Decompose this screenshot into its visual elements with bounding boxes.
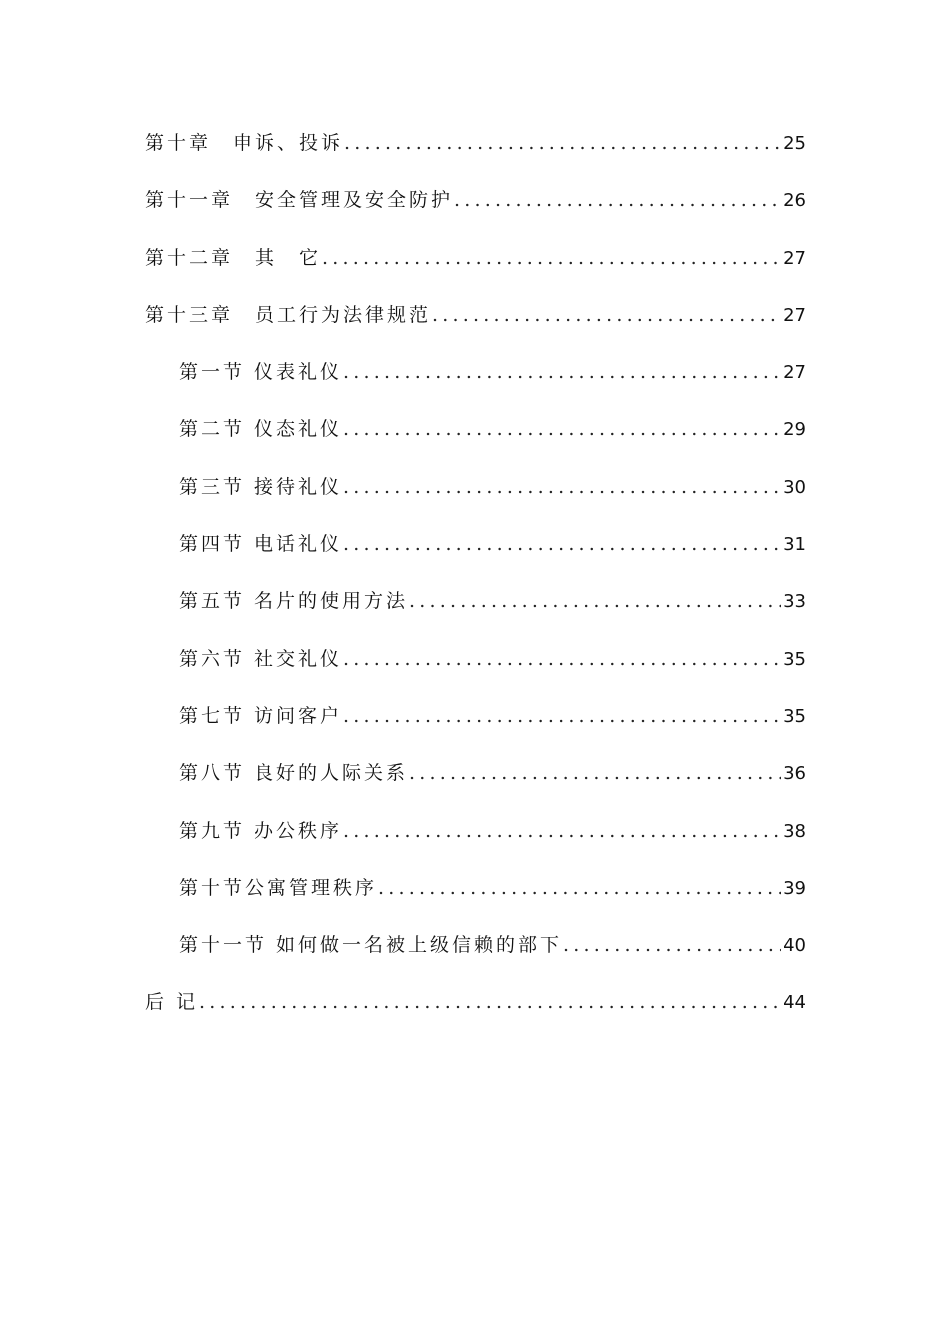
toc-subentry[interactable] — [145, 644, 806, 701]
toc-entry-page: 30 — [783, 476, 806, 498]
toc-dot-leader — [378, 877, 781, 899]
toc-entry-label: 第五节 名片的使用方法 — [179, 590, 409, 613]
toc-entry-label: 第四节 电话礼仪 — [179, 533, 343, 556]
toc-entry-page: 25 — [783, 133, 806, 154]
toc-entry-page: 44 — [783, 992, 806, 1014]
toc-entry-label: 第八节 良好的人际关系 — [179, 762, 409, 785]
toc-entry-label: 第九节 办公秩序 — [179, 819, 343, 842]
toc-subentry[interactable] — [145, 930, 806, 987]
toc-dot-leader — [343, 361, 781, 383]
toc-entry[interactable] — [145, 243, 806, 300]
toc-subentry[interactable] — [145, 472, 806, 529]
toc-dot-leader — [409, 762, 781, 784]
toc-entry-page: 29 — [783, 419, 806, 441]
toc-entry-label: 第十三章 员工行为法律规范 — [145, 303, 432, 326]
toc-entry-label: 第三节 接待礼仪 — [179, 475, 343, 498]
toc-entry[interactable] — [145, 185, 806, 242]
toc-dot-leader — [343, 418, 781, 440]
toc-dot-leader — [432, 304, 781, 326]
toc-entry-page: 38 — [783, 820, 806, 842]
toc-entry-label: 第二节 仪态礼仪 — [179, 418, 343, 441]
toc-subentry[interactable] — [145, 816, 806, 873]
toc-subentry[interactable] — [145, 701, 806, 758]
toc-dot-leader — [343, 533, 781, 555]
toc-dot-leader — [563, 934, 781, 956]
toc-entry-page: 40 — [783, 935, 806, 957]
toc-entry-label: 第六节 社交礼仪 — [179, 647, 343, 670]
toc-entry-page: 39 — [783, 877, 806, 899]
toc-dot-leader — [409, 590, 781, 612]
toc-entry[interactable] — [145, 987, 806, 1044]
toc-entry-page: 27 — [783, 247, 806, 269]
toc-entry-label: 第十二章 其 它 — [145, 246, 322, 269]
toc-dot-leader — [343, 705, 781, 727]
toc-subentry[interactable] — [145, 414, 806, 471]
toc-entry-page: 36 — [783, 763, 806, 785]
toc-entry-page: 35 — [783, 705, 806, 727]
toc-dot-leader — [343, 476, 781, 498]
toc-subentry[interactable] — [145, 529, 806, 586]
toc-dot-leader — [454, 189, 781, 211]
toc-entry-page: 27 — [783, 362, 806, 384]
toc-dot-leader — [199, 991, 781, 1013]
toc-entry-page: 26 — [783, 190, 806, 212]
toc-entry-page: 27 — [783, 304, 806, 326]
toc-entry[interactable] — [145, 300, 806, 357]
toc-subentry[interactable] — [145, 586, 806, 643]
toc-entry-label: 第十一章 安全管理及安全防护 — [145, 189, 454, 212]
toc-entry[interactable] — [145, 128, 806, 185]
toc-dot-leader — [343, 820, 781, 842]
toc-entry-label: 第十章 申诉、投诉 — [145, 132, 344, 154]
toc-entry-label: 第十节公寓管理秩序 — [179, 876, 378, 899]
toc-dot-leader — [322, 247, 781, 269]
toc-subentry[interactable] — [145, 758, 806, 815]
table-of-contents — [145, 128, 806, 1045]
toc-subentry[interactable] — [145, 873, 806, 930]
toc-dot-leader — [343, 648, 781, 670]
toc-entry-label: 第十一节 如何做一名被上级信赖的部下 — [179, 934, 563, 957]
toc-dot-leader — [344, 132, 781, 154]
toc-entry-label: 第七节 访问客户 — [179, 704, 343, 727]
toc-entry-page: 35 — [783, 648, 806, 670]
toc-entry-label: 后 记 — [145, 991, 199, 1014]
toc-entry-page: 33 — [783, 591, 806, 613]
toc-entry-label: 第一节 仪表礼仪 — [179, 361, 343, 384]
toc-subentry[interactable] — [145, 357, 806, 414]
toc-entry-page: 31 — [783, 534, 806, 556]
